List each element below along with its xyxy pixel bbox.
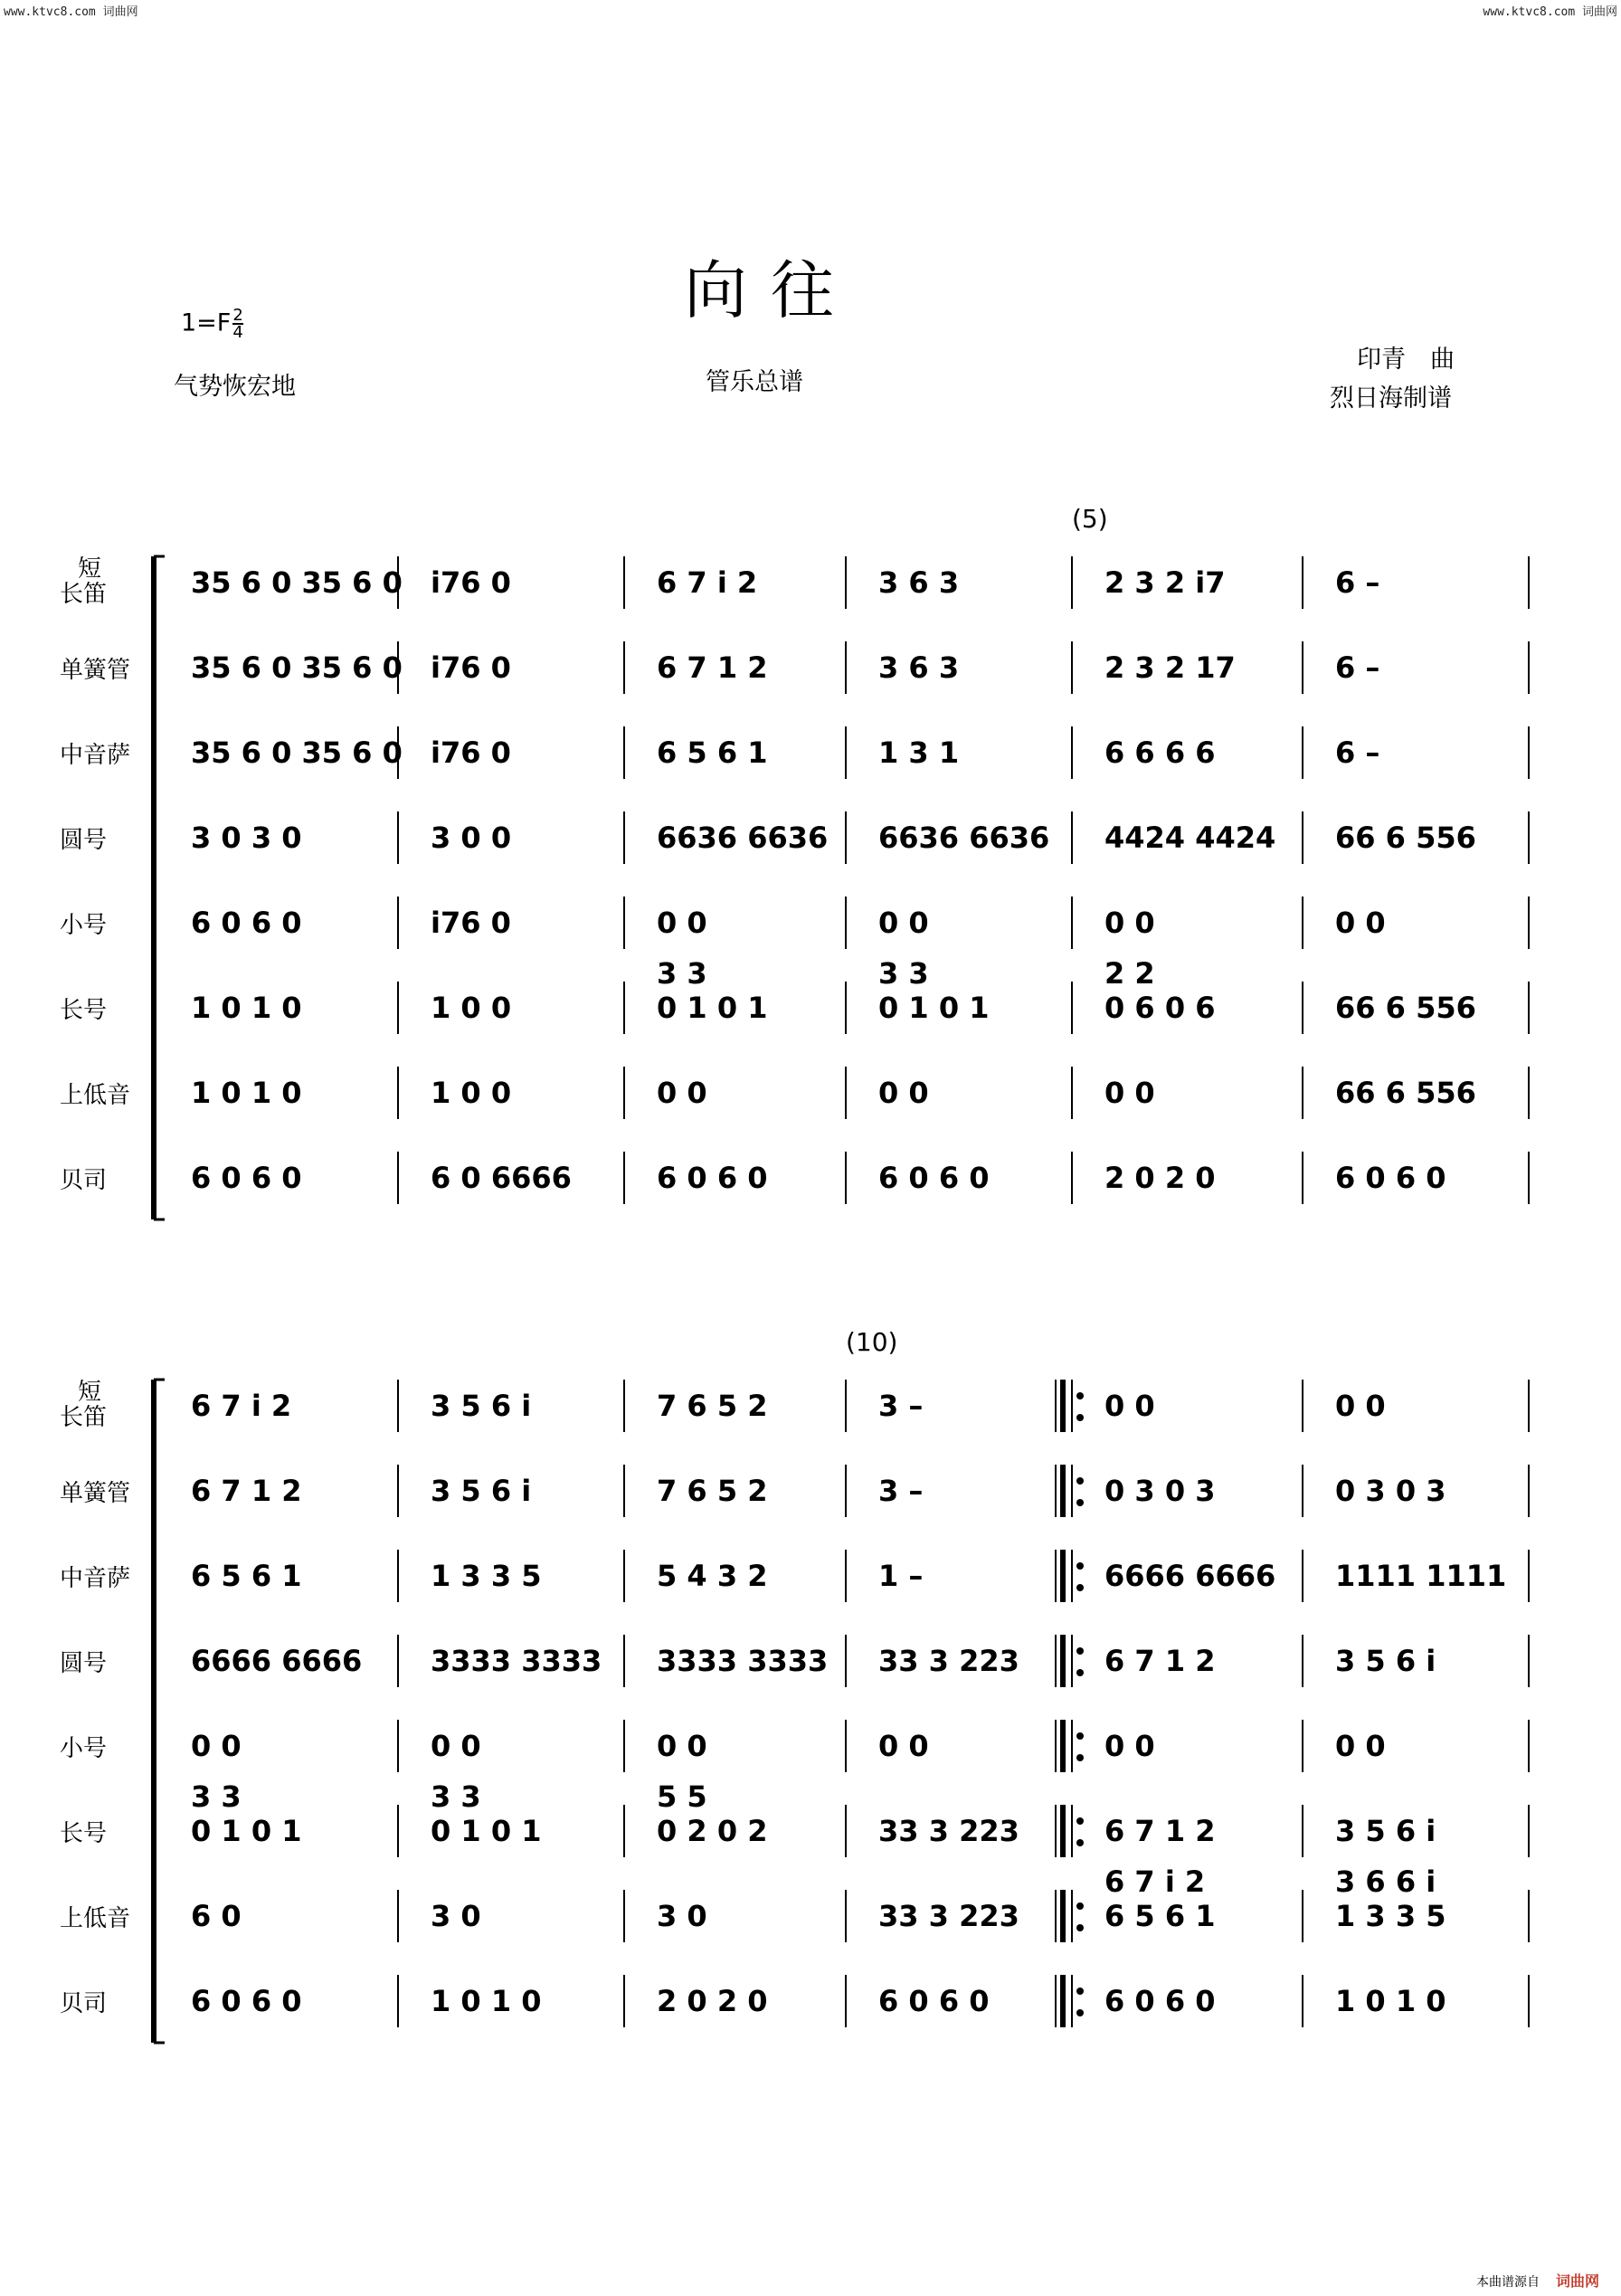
note-group: 3333 3333 [657, 1644, 829, 1678]
note-group: 1 0 1 0 [431, 1984, 542, 2018]
upper-voice: 5 5 [657, 1779, 707, 1814]
note-group: 1 0 1 0 [1335, 1984, 1446, 2018]
repeat-dot [1076, 1754, 1084, 1761]
instrument-label: 贝司 [60, 1167, 108, 1194]
note-group: 0 1 0 1 [657, 991, 768, 1025]
note-group: 0 0 [878, 906, 929, 940]
composer: 印青 曲 [1357, 346, 1455, 374]
note-group: 3 5 6 i [431, 1474, 532, 1508]
note-group: 6 0 [191, 1899, 242, 1933]
note-group: i76 0 [431, 565, 511, 600]
note-group: 3 6 3 [878, 650, 960, 685]
note-group: 6636 6636 [657, 821, 829, 855]
note-group: 33 3 223 [878, 1644, 1019, 1678]
repeat-dot [1076, 1499, 1084, 1506]
note-group: 66 6 556 [1335, 821, 1476, 855]
note-group: 2 3 2 17 [1104, 650, 1236, 685]
note-group: 6 5 6 1 [657, 735, 768, 770]
repeat-dot [1076, 1902, 1084, 1910]
note-group: 6 – [1335, 650, 1380, 685]
instrument-label: 小号 [60, 912, 108, 939]
instrument-label: 短 [78, 1379, 102, 1406]
instrument-label: 中音萨 [60, 742, 131, 769]
note-group: 0 0 [1104, 1729, 1155, 1763]
note-group: 0 3 0 3 [1104, 1474, 1216, 1508]
measure-number: (5) [1072, 504, 1108, 534]
instrument-label: 单簧管 [60, 1480, 131, 1507]
note-group: 3 0 3 0 [191, 821, 302, 855]
repeat-dot [1076, 1669, 1084, 1676]
note-group: 0 1 0 1 [191, 1814, 302, 1848]
note-group: 6 0 6 0 [1104, 1984, 1216, 2018]
note-group: 6 7 1 2 [1104, 1814, 1216, 1848]
note-group: 6 5 6 1 [191, 1559, 302, 1593]
instrument-label: 小号 [60, 1735, 108, 1762]
repeat-dot [1076, 1732, 1084, 1740]
note-group: 3 6 3 [878, 565, 960, 600]
instrument-label: 中音萨 [60, 1565, 131, 1592]
note-group: 1 0 1 0 [191, 991, 302, 1025]
instrument-label: 圆号 [60, 1650, 108, 1677]
note-group: 0 3 0 3 [1335, 1474, 1446, 1508]
note-group: 66 6 556 [1335, 991, 1476, 1025]
instrument-label: 贝司 [60, 1990, 108, 2017]
score-type: 管乐总谱 [706, 368, 803, 396]
upper-voice: 3 3 [431, 1779, 481, 1814]
note-group: 0 1 0 1 [431, 1814, 542, 1848]
note-group: 0 0 [431, 1729, 481, 1763]
note-group: 1 3 1 [878, 735, 960, 770]
instrument-label: 单簧管 [60, 657, 131, 684]
note-group: 6 0 6 0 [191, 906, 302, 940]
source-note: 本曲谱源自 [1476, 2275, 1540, 2290]
instrument-label: 长笛 [60, 1404, 108, 1431]
note-group: 1 3 3 5 [1335, 1899, 1446, 1933]
note-group: 0 0 [1335, 906, 1386, 940]
repeat-dot [1076, 1562, 1084, 1570]
repeat-dot [1076, 1477, 1084, 1485]
note-group: 0 0 [1104, 1389, 1155, 1423]
note-group: 1 0 1 0 [191, 1076, 302, 1110]
repeat-dot [1076, 2009, 1084, 2016]
note-group: 6 7 1 2 [191, 1474, 302, 1508]
page-title: 向往 [684, 253, 858, 327]
note-group: 0 0 [657, 1729, 707, 1763]
note-group: 33 3 223 [878, 1814, 1019, 1848]
instrument-label: 短 [78, 555, 102, 583]
note-group: 0 2 0 2 [657, 1814, 768, 1848]
note-group: 1 0 0 [431, 1076, 512, 1110]
note-group: 3 0 [431, 1899, 481, 1933]
note-group: 6 0 6 0 [191, 1984, 302, 2018]
upper-voice: 3 3 [191, 1779, 242, 1814]
time-denominator: 4 [232, 323, 243, 342]
upper-voice: 3 6 6 i [1335, 1864, 1436, 1899]
upper-voice: 6 7 i 2 [1104, 1864, 1206, 1899]
note-group: 6 7 i 2 [657, 565, 758, 600]
repeat-dot [1076, 1817, 1084, 1825]
note-group: 6 5 6 1 [1104, 1899, 1216, 1933]
site-logo: 词曲网 [1555, 2272, 1599, 2290]
note-group: 6 – [1335, 565, 1380, 600]
note-group: 2 3 2 i7 [1104, 565, 1226, 600]
instrument-label: 长笛 [60, 581, 108, 608]
repeat-dot [1076, 1839, 1084, 1846]
note-group: 6 7 1 2 [1104, 1644, 1216, 1678]
note-group: 35 6 0 35 6 0 [191, 565, 403, 600]
note-group: i76 0 [431, 906, 511, 940]
instrument-label: 上低音 [60, 1905, 131, 1932]
note-group: 6 0 6666 [431, 1161, 572, 1195]
instrument-label: 长号 [60, 997, 108, 1024]
instrument-label: 圆号 [60, 827, 108, 854]
note-group: 3 0 [657, 1899, 707, 1933]
note-group: 6 7 1 2 [657, 650, 768, 685]
repeat-dot [1076, 1414, 1084, 1421]
note-group: 6666 6666 [191, 1644, 363, 1678]
note-group: 3 5 6 i [431, 1389, 532, 1423]
upper-voice: 2 2 [1104, 956, 1155, 991]
note-group: 6 0 6 0 [878, 1984, 990, 2018]
note-group: 6 0 6 0 [191, 1161, 302, 1195]
note-group: 6 0 6 0 [657, 1161, 768, 1195]
upper-voice: 3 3 [657, 956, 707, 991]
note-group: 1 0 0 [431, 991, 512, 1025]
note-group: 6636 6636 [878, 821, 1050, 855]
note-group: 2 0 2 0 [657, 1984, 768, 2018]
note-group: 0 0 [657, 906, 707, 940]
note-group: 0 0 [1104, 906, 1155, 940]
note-group: 1 – [878, 1559, 924, 1593]
note-group: 0 0 [1104, 1076, 1155, 1110]
note-group: 0 0 [657, 1076, 707, 1110]
note-group: 0 0 [191, 1729, 242, 1763]
note-group: 0 0 [878, 1729, 929, 1763]
note-group: 3333 3333 [431, 1644, 602, 1678]
note-group: 4424 4424 [1104, 821, 1276, 855]
note-group: 5 4 3 2 [657, 1559, 768, 1593]
note-group: 7 6 5 2 [657, 1389, 768, 1423]
note-group: 6 6 6 6 [1104, 735, 1216, 770]
note-group: 1111 1111 [1335, 1559, 1507, 1593]
note-group: 6 7 i 2 [191, 1389, 292, 1423]
repeat-dot [1076, 1924, 1084, 1931]
note-group: 33 3 223 [878, 1899, 1019, 1933]
note-group: i76 0 [431, 650, 511, 685]
repeat-dot [1076, 1647, 1084, 1655]
note-group: 3 – [878, 1474, 924, 1508]
instrument-label: 长号 [60, 1820, 108, 1847]
note-group: 66 6 556 [1335, 1076, 1476, 1110]
note-group: 6 0 6 0 [1335, 1161, 1446, 1195]
upper-voice: 3 3 [878, 956, 929, 991]
repeat-dot [1076, 1584, 1084, 1591]
note-group: i76 0 [431, 735, 511, 770]
repeat-dot [1076, 1988, 1084, 1995]
note-group: 3 0 0 [431, 821, 512, 855]
note-group: 7 6 5 2 [657, 1474, 768, 1508]
tempo-marking: 气势恢宏地 [174, 373, 296, 401]
note-group: 3 5 6 i [1335, 1644, 1436, 1678]
measure-number: (10) [846, 1327, 898, 1357]
watermark-right: www.ktvc8.com 词曲网 [1483, 5, 1617, 19]
arranger: 烈日海制谱 [1330, 384, 1452, 413]
note-group: 3 5 6 i [1335, 1814, 1436, 1848]
note-group: 3 – [878, 1389, 924, 1423]
key-label: 1=F [181, 308, 232, 337]
repeat-dot [1076, 1392, 1084, 1399]
note-group: 0 6 0 6 [1104, 991, 1216, 1025]
note-group: 0 0 [1335, 1729, 1386, 1763]
note-group: 35 6 0 35 6 0 [191, 735, 403, 770]
note-group: 0 1 0 1 [878, 991, 990, 1025]
note-group: 0 0 [878, 1076, 929, 1110]
note-group: 35 6 0 35 6 0 [191, 650, 403, 685]
note-group: 6666 6666 [1104, 1559, 1276, 1593]
note-group: 1 3 3 5 [431, 1559, 542, 1593]
time-numerator: 2 [232, 306, 243, 325]
note-group: 2 0 2 0 [1104, 1161, 1216, 1195]
instrument-label: 上低音 [60, 1082, 131, 1109]
note-group: 6 0 6 0 [878, 1161, 990, 1195]
watermark-left: www.ktvc8.com 词曲网 [4, 5, 138, 19]
note-group: 0 0 [1335, 1389, 1386, 1423]
note-group: 6 – [1335, 735, 1380, 770]
